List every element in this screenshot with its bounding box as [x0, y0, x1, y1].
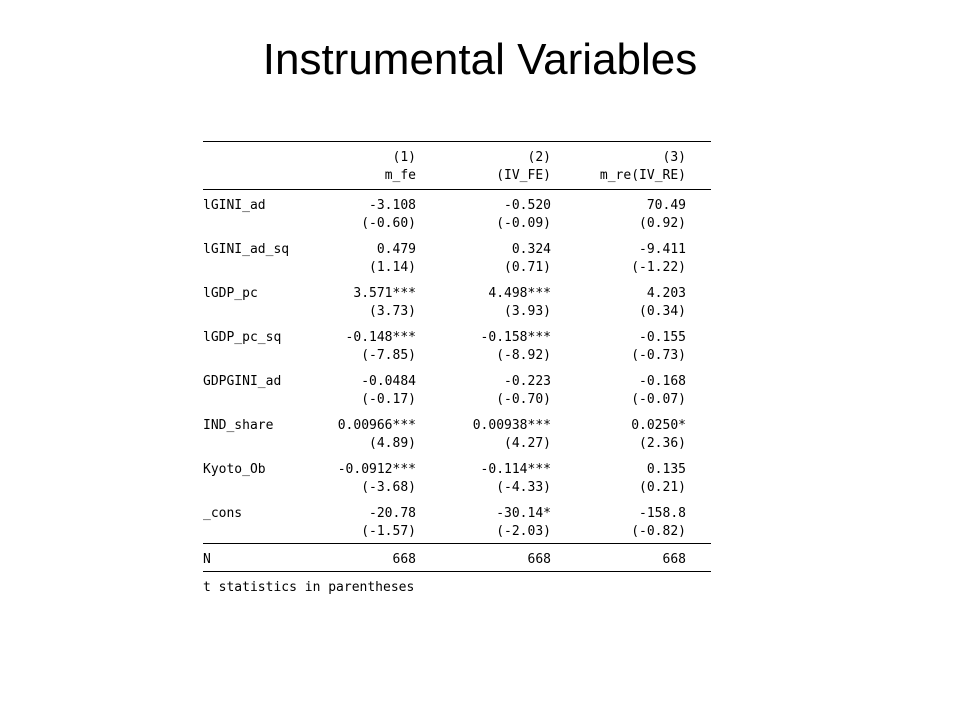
observations-value-3: 668 — [662, 552, 686, 567]
t-stat-cell: (-3.68) — [361, 480, 416, 495]
coefficient-cell: -20.78 — [369, 506, 416, 521]
t-stat-cell: (0.71) — [504, 260, 551, 275]
t-stat-cell: (3.93) — [504, 304, 551, 319]
regression-table — [203, 141, 711, 597]
t-stat-row — [203, 523, 711, 541]
row-spacer — [203, 497, 711, 505]
t-stat-row — [203, 391, 711, 409]
t-stat-cell: (-0.17) — [361, 392, 416, 407]
table-footnote: t statistics in parentheses — [203, 580, 415, 595]
coefficient-cell: -3.108 — [369, 198, 416, 213]
t-stat-cell: (-1.57) — [361, 524, 416, 539]
coef-row — [203, 241, 711, 259]
t-stat-cell: (-0.70) — [496, 392, 551, 407]
coefficient-cell: 0.135 — [646, 462, 686, 477]
header-rule — [203, 189, 711, 190]
t-stat-cell: (2.36) — [639, 436, 686, 451]
t-stat-cell: (-8.92) — [496, 348, 551, 363]
coefficient-cell: 70.49 — [646, 198, 686, 213]
variable-label: lGDP_pc_sq — [203, 330, 282, 345]
observations-row — [203, 551, 711, 569]
t-stat-cell: (-0.07) — [631, 392, 686, 407]
row-spacer — [203, 277, 711, 285]
coefficient-cell: 0.00938*** — [472, 418, 551, 433]
coefficient-cell: -30.14* — [496, 506, 551, 521]
t-stat-cell: (-0.60) — [361, 216, 416, 231]
variable-label: IND_share — [203, 418, 274, 433]
t-stat-row — [203, 347, 711, 365]
coefficient-cell: -0.168 — [639, 374, 686, 389]
t-stat-cell: (-0.73) — [631, 348, 686, 363]
t-stat-cell: (0.21) — [639, 480, 686, 495]
t-stat-cell: (4.89) — [369, 436, 416, 451]
t-stat-cell: (0.34) — [639, 304, 686, 319]
column-2-number: (2) — [527, 150, 551, 165]
row-spacer — [203, 365, 711, 373]
coef-row — [203, 505, 711, 523]
t-stat-row — [203, 259, 711, 277]
coefficient-cell: -0.155 — [639, 330, 686, 345]
body-rule — [203, 543, 711, 544]
slide-title: Instrumental Variables — [262, 35, 698, 84]
coefficient-body — [203, 197, 711, 541]
coef-row — [203, 373, 711, 391]
coef-row — [203, 197, 711, 215]
t-stat-row — [203, 215, 711, 233]
coefficient-cell: 0.00966*** — [337, 418, 416, 433]
variable-label: GDPGINI_ad — [203, 374, 282, 389]
variable-label: lGINI_ad_sq — [203, 242, 290, 257]
t-stat-cell: (-1.22) — [631, 260, 686, 275]
variable-label: lGDP_pc — [203, 286, 258, 301]
coefficient-cell: 0.479 — [376, 242, 416, 257]
coef-row — [203, 461, 711, 479]
variable-label: lGINI_ad — [203, 198, 266, 213]
t-stat-cell: (-4.33) — [496, 480, 551, 495]
variable-label: Kyoto_Ob — [203, 462, 266, 477]
coefficient-cell: -0.114*** — [480, 462, 551, 477]
coefficient-cell: 0.0250* — [631, 418, 686, 433]
column-3-model: m_re(IV_RE) — [599, 168, 686, 183]
header-model-row — [203, 167, 711, 185]
column-3-number: (3) — [662, 150, 686, 165]
t-stat-cell: (-0.82) — [631, 524, 686, 539]
coefficient-cell: 4.498*** — [488, 286, 551, 301]
table-top-rule — [203, 141, 711, 142]
t-stat-row — [203, 479, 711, 497]
row-spacer — [203, 453, 711, 461]
row-spacer — [203, 233, 711, 241]
row-spacer — [203, 321, 711, 329]
coefficient-cell: -0.0484 — [361, 374, 416, 389]
table-bottom-rule — [203, 571, 711, 572]
column-1-number: (1) — [392, 150, 416, 165]
coefficient-cell: 4.203 — [646, 286, 686, 301]
column-2-model: (IV_FE) — [496, 168, 551, 183]
t-stat-cell: (1.14) — [369, 260, 416, 275]
variable-label: _cons — [203, 506, 243, 521]
t-stat-row — [203, 303, 711, 321]
t-stat-cell: (4.27) — [504, 436, 551, 451]
coef-row — [203, 329, 711, 347]
row-spacer — [203, 409, 711, 417]
coefficient-cell: 0.324 — [511, 242, 551, 257]
coefficient-cell: -0.158*** — [480, 330, 551, 345]
t-stat-cell: (-2.03) — [496, 524, 551, 539]
observations-value-2: 668 — [527, 552, 551, 567]
observations-label: N — [203, 552, 211, 567]
coefficient-cell: -158.8 — [639, 506, 686, 521]
t-stat-row — [203, 435, 711, 453]
t-stat-cell: (3.73) — [369, 304, 416, 319]
coef-row — [203, 417, 711, 435]
coefficient-cell: -0.520 — [504, 198, 551, 213]
column-1-model: m_fe — [384, 168, 416, 183]
coefficient-cell: 3.571*** — [353, 286, 416, 301]
header-number-row — [203, 149, 711, 167]
t-stat-cell: (0.92) — [639, 216, 686, 231]
coefficient-cell: -0.223 — [504, 374, 551, 389]
coef-row — [203, 285, 711, 303]
coefficient-cell: -0.148*** — [345, 330, 416, 345]
t-stat-cell: (-0.09) — [496, 216, 551, 231]
t-stat-cell: (-7.85) — [361, 348, 416, 363]
coefficient-cell: -9.411 — [639, 242, 686, 257]
observations-value-1: 668 — [392, 552, 416, 567]
coefficient-cell: -0.0912*** — [337, 462, 416, 477]
